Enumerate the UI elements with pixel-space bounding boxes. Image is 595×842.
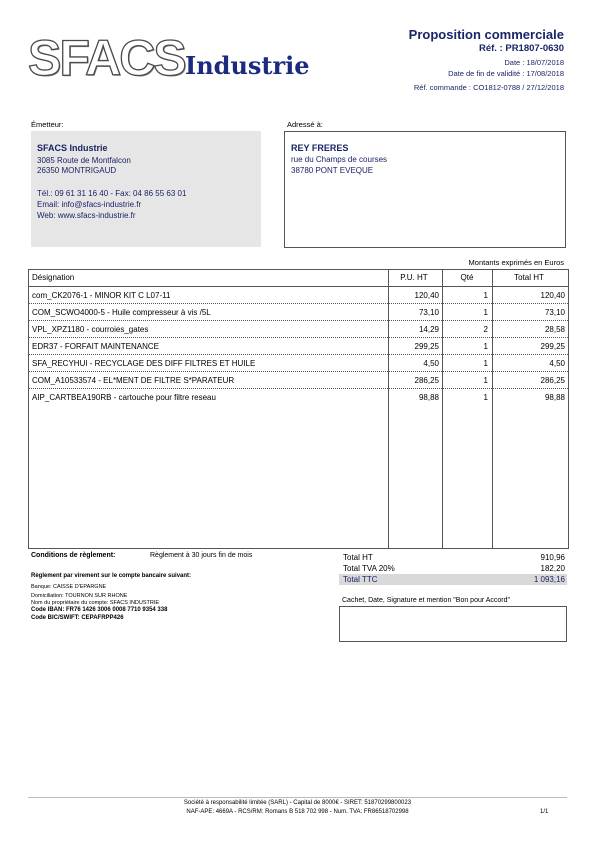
table-row — [29, 355, 568, 372]
cell-designation: com_CK2076-1 - MINOR KIT C L07-11 — [32, 291, 171, 300]
page-number: 1/1 — [540, 809, 549, 815]
cell-designation: SFA_RECYHUI - RECYCLAGE DES DIFF FILTRES ET HUILE — [32, 359, 256, 368]
order-ref: Réf. commande : CO1812-0788 / 27/12/2018 — [413, 83, 564, 92]
emitter-web: Web: www.sfacs-industrie.fr — [37, 211, 136, 220]
table-header — [29, 270, 568, 287]
footer-legal-line2: NAF-APE: 4669A - RCS/RM: Romans B 518 702 998 - Num. TVA: FR86518702998 — [186, 809, 409, 815]
total-ttc-label: Total TTC — [343, 575, 378, 584]
cell-total: 28,58 — [544, 325, 565, 334]
table-row — [29, 304, 568, 321]
payment-owner: Nom du propriétaire du compte: SFACS INDUSTRIE — [31, 600, 160, 606]
conditions-label: Conditions de règlement: — [31, 552, 116, 559]
cell-total: 73,10 — [544, 308, 565, 317]
cell-designation: COM_A10533574 - EL*MENT DE FILTRE S*PARATEUR — [32, 376, 235, 385]
signature-label: Cachet, Date, Signature et mention "Bon pour Accord" — [342, 597, 511, 604]
header-designation: Désignation — [32, 273, 75, 282]
signature-box[interactable] — [339, 606, 567, 642]
recipient-label: Adressé à: — [287, 120, 323, 129]
cell-designation: EDR37 - FORFAIT MAINTENANCE — [32, 342, 159, 351]
total-tva-label: Total TVA 20% — [343, 564, 395, 573]
emitter-name: SFACS Industrie — [37, 143, 108, 153]
cell-unit-price: 98,88 — [418, 393, 439, 402]
cell-unit-price: 14,29 — [418, 325, 439, 334]
cell-quantity: 1 — [483, 308, 488, 317]
items-table — [28, 269, 569, 549]
cell-quantity: 1 — [483, 393, 488, 402]
cell-quantity: 1 — [483, 376, 488, 385]
cell-unit-price: 73,10 — [418, 308, 439, 317]
cell-total: 98,88 — [544, 393, 565, 402]
payment-bank: Banque: CAISSE D'EPARGNE — [31, 584, 107, 590]
total-ht-row — [339, 552, 567, 563]
cell-quantity: 1 — [483, 342, 488, 351]
document-date: Date : 18/07/2018 — [504, 58, 564, 67]
total-ht-value: 910,96 — [540, 553, 565, 562]
cell-unit-price: 299,25 — [414, 342, 439, 351]
recipient-box — [284, 131, 566, 248]
table-row — [29, 372, 568, 389]
cell-quantity: 1 — [483, 359, 488, 368]
table-row — [29, 321, 568, 338]
recipient-address1: rue du Champs de courses — [291, 155, 388, 164]
payment-domiciliation: Domiciliation: TOURNON SUR RHONE — [31, 593, 128, 599]
emitter-box — [31, 131, 261, 247]
recipient-name: REY FRERES — [291, 143, 349, 153]
table-row — [29, 287, 568, 304]
cell-total: 120,40 — [540, 291, 565, 300]
total-ttc-value: 1 093,16 — [533, 575, 565, 584]
footer-divider — [28, 797, 567, 798]
total-ttc-row — [339, 574, 567, 585]
totals-block — [339, 552, 567, 585]
emitter-address2: 26350 MONTRIGAUD — [37, 166, 117, 175]
cell-unit-price: 286,25 — [414, 376, 439, 385]
header-quantity: Qté — [460, 273, 474, 282]
emitter-label: Émetteur: — [31, 120, 64, 129]
cell-designation: AIP_CARTBEA190RB - cartouche pour filtre reseau — [32, 393, 216, 402]
cell-unit-price: 120,40 — [414, 291, 439, 300]
cell-unit-price: 4,50 — [423, 359, 439, 368]
header-total: Total HT — [514, 273, 544, 282]
header-unit-price: P.U. HT — [400, 273, 428, 282]
validity-date: Date de fin de validité : 17/08/2018 — [448, 69, 564, 78]
logo-main-text: SFACS — [28, 30, 185, 86]
currency-note: Montants exprimés en Euros — [468, 258, 564, 267]
total-ht-label: Total HT — [343, 553, 373, 562]
document-ref: Réf. : PR1807-0630 — [478, 43, 564, 54]
total-tva-value: 182,20 — [540, 564, 565, 573]
payment-bic: Code BIC/SWIFT: CEPAFRPP426 — [31, 615, 124, 621]
cell-quantity: 2 — [483, 325, 488, 334]
company-logo — [28, 30, 318, 88]
cell-designation: COM_SCWO4000-5 - Huile compresseur à vis /5L — [32, 308, 211, 317]
document-title: Proposition commerciale — [408, 27, 564, 42]
cell-total: 286,25 — [540, 376, 565, 385]
emitter-phone: Tél.: 09 61 31 16 40 - Fax: 04 86 55 63 01 — [37, 189, 187, 198]
total-tva-row — [339, 563, 567, 574]
footer-legal-line1: Société à responsabilité limitée (SARL) - Capital de 8000€ - SIRET: 51870299800023 — [183, 800, 412, 806]
conditions-value: Règlement à 30 jours fin de mois — [150, 552, 253, 559]
payment-iban: Code IBAN: FR76 1426 3006 0008 7710 9354 338 — [31, 607, 168, 613]
emitter-email: Email: info@sfacs-industrie.fr — [37, 200, 142, 209]
table-row — [29, 338, 568, 355]
cell-designation: VPL_XPZ1180 - courroies_gates — [32, 325, 149, 334]
cell-total: 4,50 — [549, 359, 565, 368]
logo-sub-text: Industrie — [185, 51, 310, 80]
cell-quantity: 1 — [483, 291, 488, 300]
emitter-address1: 3085 Route de Montfalcon — [37, 156, 131, 165]
recipient-address2: 38780 PONT EVEQUE — [291, 166, 374, 175]
table-row — [29, 389, 568, 405]
payment-title: Règlement par virement sur le compte bancaire suivant: — [31, 573, 192, 579]
cell-total: 299,25 — [540, 342, 565, 351]
